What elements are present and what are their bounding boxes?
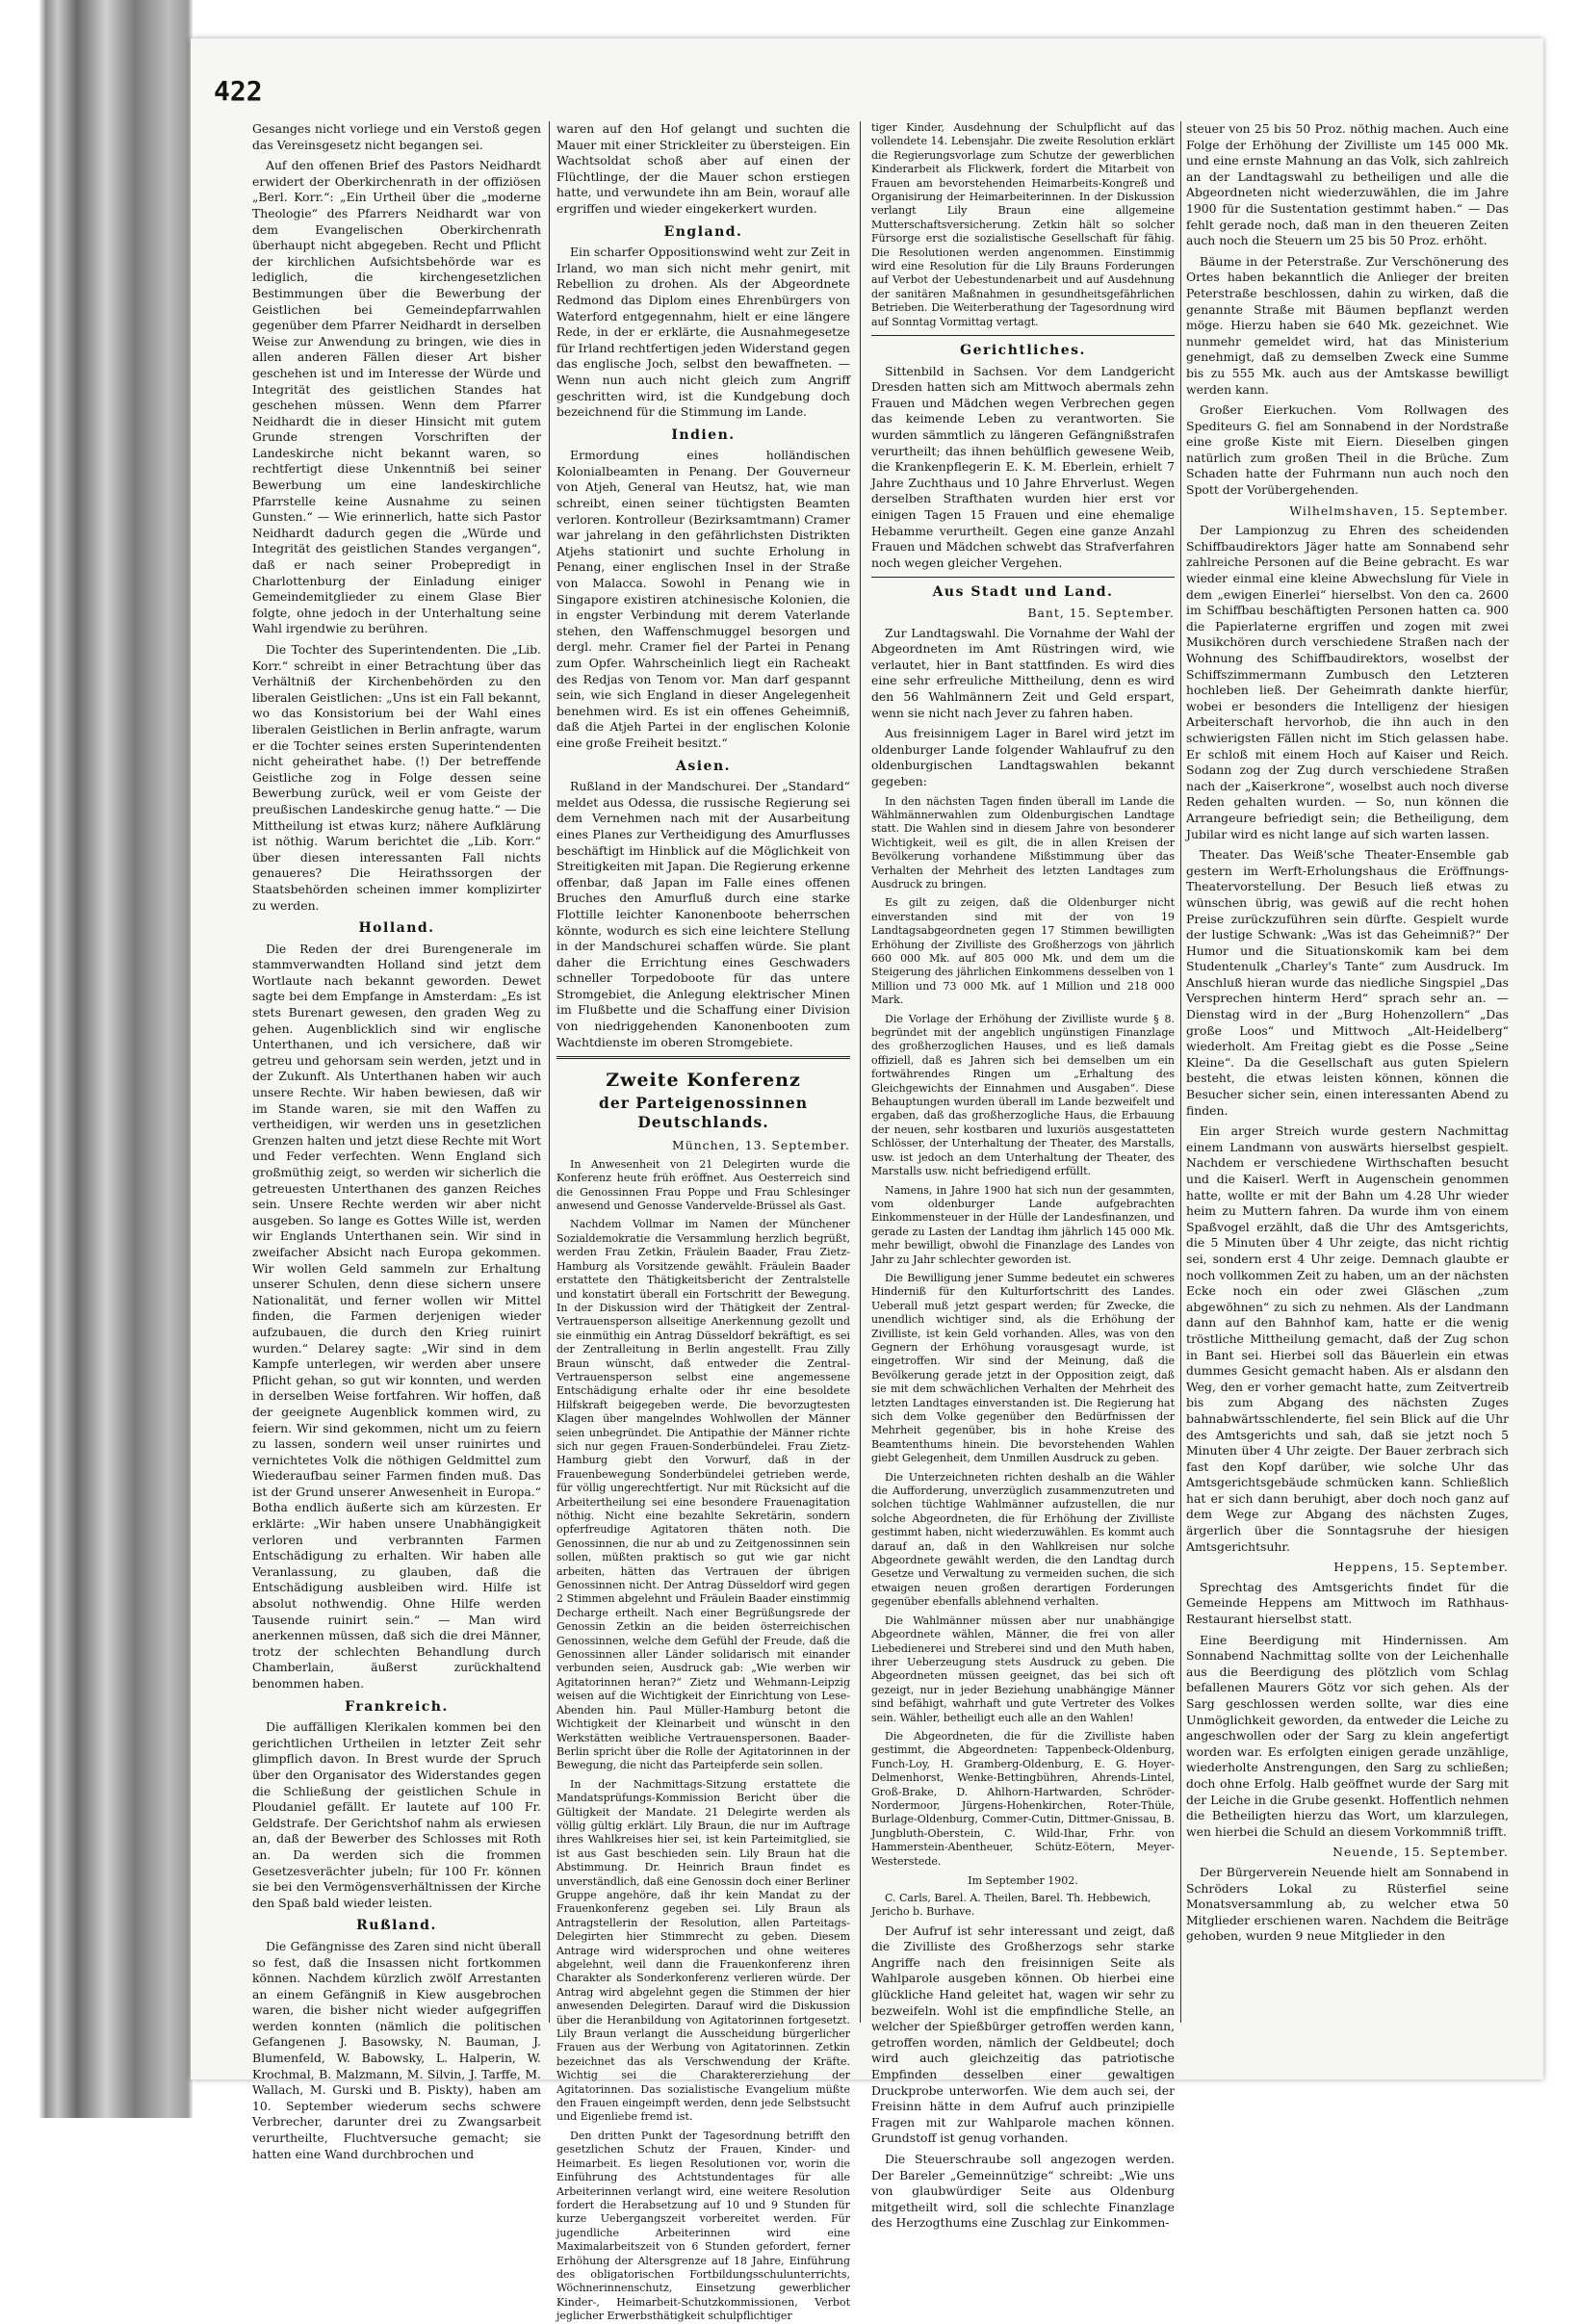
article-paragraph: Die Abgeordneten, die für die Zivilliste haben gestimmt, die Abgeordneten: Tappenbeck-Oldenburg, Funch-Loy, H. Gramberg-Oldenburg, E. G. Hoyer-Delmenhorst, Wenke-Bettingbühren, Ahrends-Lintel, Groß-Brake, D. Ahlhorn-Hartwarden, Schröder-Nordermoor, Jürgens-Hohenkirchen, Roter-Thüle, Burlage-Oldenburg, Commer-Cutin, Dittmer-Gnissau, B. Jungbluth-Oberstein, C. Wild-Ihar, Frhr. von Hammerstein-Abentheuer, Schütz-Eötern, Meyer-Westerstede. — [871, 1729, 1175, 1868]
article-paragraph: Sittenbild in Sachsen. Vor dem Landgericht Dresden hatten sich am Mittwoch abermals zehn Frauen und Mädchen wegen Verbrechen gegen das keimende Leben zu verantworten. Sie wurden sämmtlich zu längeren Gefängnißstrafen verurtheilt; das ihnen behülflich gewesene Weib, die Krankenpflegerin E. K. M. Eberlein, erhielt 7 Jahre Zuchthaus und 10 Jahre Ehrverlust. Wegen derselben Strafthaten wurden hier erst vor einigen Tagen 15 Frauen und eine ehemalige Hebamme verurtheilt. Gegen eine ganze Anzahl Frauen und Mädchen schwebt das Strafverfahren noch wegen gleicher Vergehen. — [871, 363, 1175, 570]
column-2 — [556, 121, 850, 2323]
article-paragraph: Aus freisinnigem Lager in Barel wird jetzt im oldenburger Lande folgender Wahlaufruf zu den oldenburgischen Landtagswahlen bekannt gegeben: — [871, 726, 1175, 788]
article-subheadline: der Parteigenossinnen Deutschlands. — [599, 1094, 808, 1132]
article-paragraph: Den dritten Punkt der Tagesordnung betrifft den gesetzlichen Schutz der Frauen, Kinder- und Heimarbeit. Es liegen Resolutionen vor, worin die Einführung des Achtstundentages für alle Arbeiterinnen verlangt wird, eine weitere Resolution fordert die Herabsetzung auf 10 und 9 Stunden für kurze Uebergangszeit vorbereitet werden. Für jugendliche Arbeiterinnen wird eine Maximalarbeitszeit von 6 Stunden gefordert, ferner Erhöhung der Altersgrenze auf 18 Jahre, Einführung des obligatorischen Fortbildungsschulunterrichts, Wöchnerinnenschutz, Einsetzung gewerblicher Kinder-, Heimarbeit-Schutzkommissionen, Verbot jeglicher Erwerbsthätigkeit schulpflichtiger — [556, 2129, 850, 2323]
dateline: Bant, 15. September. — [1027, 606, 1175, 620]
section-heading-gerichtliches: Gerichtliches. — [960, 343, 1086, 359]
dateline: Wilhelmshaven, 15. September. — [1289, 503, 1509, 518]
dateline: Heppens, 15. September. — [1333, 1560, 1509, 1575]
column-rule — [1180, 121, 1181, 2023]
column-1 — [252, 121, 541, 2161]
article-paragraph: Die Steuerschraube soll angezogen werden. Der Bareler „Gemeinnützige“ schreibt: „Wie uns von glaubwürdiger Seite aus Oldenburg mitgetheilt wird, soll die schlechte Finanzlage des Herzogthums eine Zuschlag zur Einkommen- — [871, 2151, 1175, 2231]
page-number: 422 — [214, 75, 263, 107]
article-paragraph: Großer Eierkuchen. Vom Rollwagen des Spediteurs G. fiel am Sonnabend in der Nordstraße eine große Kiste mit Eiern. Dieselben gingen natürlich zum großen Theil in die Brüche. Zum Schaden hatte der Fuhrmann nun auch noch den Spott der Vorübergehenden. — [1186, 402, 1509, 498]
article-paragraph: Nachdem Vollmar im Namen der Münchener Sozialdemokratie die Versammlung herzlich begrüßt, werden Frau Zetkin, Fräulein Baader, Frau Zietz-Hamburg als Vorsitzende gewählt. Fräulein Baader erstattete den Thätigkeitsbericht der Zentralstelle und konstatirt überall ein Fortschritt der Bewegung. In der Diskussion wird der Thätigkeit der Zentral-Vertrauensperson allseitige Anerkennung gezollt und sie einmüthig ein Antrag Düsseldorf bekräftigt, es sei der Zentralleitung in Berlin angestellt. Frau Zilly Braun wünscht, daß entweder die Zentral-Vertrauensperson selbst eine angemessene Entschädigung erhalte oder ihr eine besoldete Hilfskraft beigegeben werde. Die bevorzugtesten Klagen über mangelndes Wohlwollen der Männer seien unbegründet. Die Antipathie der Männer richte sich nur gegen Frauen-Sonderbündelei. Frau Zietz-Hamburg giebt den Vorwurf, daß in der Frauenbewegung Sonderbündelei getrieben werde, für völlig ungerechtfertigt. Nur mit Rücksicht auf die Arbeitertheilung sei eine besondere Frauenagitation nöthig. Nicht eine bezahlte Sekretärin, sondern opferfreudige Agitatoren thäten noth. Die Genossinnen, die nur ab und zu Zeitgenossinnen sein sollen, müßten praktisch so gut wie gar nicht arbeiten, hätten das Vertrauen der übrigen Genossinnen nicht. Der Antrag Düsseldorf wird gegen 2 Stimmen abgelehnt und Fräulein Baader einstimmig Decharge ertheilt. Nach einer Begrüßungsrede der Genossin Zetkin an die beiden österreichischen Genossinnen, welche dem Gefühl der Freude, daß die Genossinnen aller Länder solidarisch mit einander verbunden seien, Ausdruck gab: „Wie werben wir Agitatorinnen heran?“ Zietz und Wehmann-Leipzig weisen auf die Wichtigkeit der Einrichtung von Lese-Abenden hin. Paul Müller-Hamburg betont die Wichtigkeit der Kleinarbeit und wünscht in den Werkstätten weibliche Vertrauenspersonen. Baader-Berlin spricht über die Rolle der Agitatorinnen in der Bewegung, die nicht das Parteipferde sein sollen. — [556, 1218, 850, 1772]
article-paragraph: Die Unterzeichneten richten deshalb an die Wähler die Aufforderung, unverzüglich zusammenzutreten und solchen tüchtige Wahlmänner aufzustellen, die nur solche Abgeordneten, die für Erhöhung der Zivilliste gestimmt haben, nicht wiederzuwählen. Es kommt auch darauf an, daß in den Wahlkreisen nur solche Abgeordnete gewählt werden, die den Landtag durch Gesetze und Verwaltung zu vermeiden suchen, die sich etwaigen neuen großen derartigen Forderungen gegenüber ebenfalls ablehnend verhalten. — [871, 1470, 1175, 1609]
section-heading-frankreich: Frankreich. — [345, 1698, 449, 1715]
article-paragraph: Die auffälligen Klerikalen kommen bei den gerichtlichen Urtheilen in letzter Zeit sehr glimpflich davon. In Brest wurde der Spruch über den Organisator des Widerstandes gegen die Schließung der geistlichen Schule in Ploudaniel gefällt. Er lautete auf 100 Fr. Geldstrafe. Der Gerichtshof nahm als erwiesen an, daß der Bewerber des Schlosses mit Roth an. Da werden sich die frommen Gesetzesverächter jubeln; für 100 Fr. können sie bei den Vermögensverhältnissen der Kirche den Spaß bald wieder leisten. — [252, 1719, 541, 1910]
signatories: C. Carls, Barel. A. Theilen, Barel. Th. Hebbewich, Jericho b. Burhave. — [871, 1891, 1151, 1918]
column-3 — [871, 121, 1175, 2231]
column-4 — [1186, 121, 1509, 2023]
section-heading-indien: Indien. — [671, 426, 736, 443]
place-date-line: Im September 1902. — [968, 1874, 1078, 1887]
article-paragraph: Rußland in der Mandschurei. Der „Standard“ meldet aus Odessa, die russische Regierung sei dem Vernehmen nach mit der Ausarbeitung eines Planes zur Vertheidigung des Amurflusses beschäftigt im Hinblick auf die Möglichkeit von Streitigkeiten mit Japan. Die Regierung erkenne offenbar, daß Japan im Falle eines offenen Bruches den Amurfluß durch eine starke Flottille leichter Kanonenboote beherrschen könnte, wodurch es sich eine leichtere Stellung in der Mandschurei schaffen würde. Sie plant daher die Errichtung eines Geschwaders schneller Torpedoboote für das untere Stromgebiet, die Anlegung elektrischer Minen im Flußbette und die Schaffung einer Division von niedriggehenden Kanonenbooten zum Wachtdienste im oberen Stromgebiete. — [556, 779, 850, 1049]
article-paragraph: In Anwesenheit von 21 Delegirten wurde die Konferenz heute früh eröffnet. Aus Oesterreich sind die Genossinnen Frau Poppe und Frau Schlesinger anwesend und Genosse Vandervelde-Brüssel als Gast. — [556, 1157, 850, 1213]
section-heading-england: England. — [663, 223, 743, 240]
section-heading-holland: Holland. — [358, 920, 435, 937]
section-heading-stadt-und-land: Aus Stadt und Land. — [932, 584, 1114, 601]
article-paragraph: Ermordung eines holländischen Kolonialbeamten in Penang. Der Gouverneur von Atjeh, General van Heutsz, hat, wie man schreibt, einen seiner tüchtigsten Beamten verloren. Kontrolleur (Bezirksamtmann) Cramer war jahrelang in den gefährlichsten Distrikten Atjehs stationirt und suchte Erholung in Penang, einer englischen Insel in der Straße von Malacca. Sowohl in Penang wie in Singapore existiren atchinesische Kolonien, die in engster Verbindung mit derem Vaterlande stehen, den Waffenschmuggel besorgen und dergl. mehr. Cramer fiel der Partei in Penang zum Opfer. Wahrscheinlich liegt ein Racheakt des Redjas von Tenom vor. Man darf gespannt sein, wie sich England in dieser Angelegenheit benehmen wird. Es ist ein offenes Geheimniß, daß die Atjeh Partei in der englischen Kolonie eine große Freiheit besitzt.“ — [556, 448, 850, 750]
article-paragraph: waren auf den Hof gelangt und suchten die Mauer mit einer Strickleiter zu übersteigen. Ein Wachtsoldat schoß aber auf einen der Flüchtlinge, der die Mauer schon erstiegen hatte, und verwundete ihn am Bein, worauf alle ergriffen und wieder eingekerkert wurden. — [556, 121, 850, 216]
article-paragraph: Die Tochter des Superintendenten. Die „Lib. Korr.“ schreibt in einer Betrachtung über das Verhältniß der Kirchenbehörden zu den liberalen Geistlichen: „Uns ist ein Fall bekannt, wo das Konsistorium bei der Wahl eines liberalen Geistlichen in Berlin anfragte, warum er die Tochter seines ersten Superintendenten nicht geheirathet habe. (!) Der betreffende Geistliche zog in Folge dessen seine Bewerbung zurück, weil er vom Geiste der preußischen Landeskirche genug hatte.“ — Die Mittheilung ist etwas kurz; nähere Aufklärung ist nöthig. Warum berichtet die „Lib. Korr.“ über diesen interessanten Fall nichts genaueres? Die Heirathssorgen der Staatsbehörden scheinen immer komplizirter zu werden. — [252, 642, 541, 913]
article-paragraph: Bäume in der Peterstraße. Zur Verschönerung des Ortes haben bekanntlich die Anlieger der breiten Peterstraße beschlossen, dahin zu wirken, daß die genannte Straße mit Bäumen bepflanzt werden möge. Hierzu haben sie 640 Mk. gezeichnet. Wie nunmehr gemeldet wird, hat das Ministerium genehmigt, daß zu demselben Zweck eine Summe bis zu 555 Mk. auch aus der Amtskasse bewilligt werden kann. — [1186, 253, 1509, 397]
article-paragraph: Die Gefängnisse des Zaren sind nicht überall so fest, daß die Insassen nicht fortkommen können. Nachdem kürzlich zwölf Arrestanten an einem Gefängniß in Kiew ausgebrochen waren, die bisher nicht wieder aufgegriffen werden konnten (nämlich die politischen Gefangenen J. Basowsky, N. Bauman, J. Blumenfeld, W. Babowsky, L. Halperin, W. Krochmal, B. Malzmann, M. Silvin, J. Tarffe, M. Wallach, M. Gurski und B. Piskty), haben am 10. September wiederum sechs schwere Verbrecher, darunter drei zu Zwangsarbeit verurtheilte, Fluchtversuche gemacht; sie hatten eine Wand durchbrochen und — [252, 1938, 541, 2161]
section-divider — [871, 577, 1175, 578]
column-rule — [860, 121, 861, 2023]
article-paragraph: In der Nachmittags-Sitzung erstattete die Mandatsprüfungs-Kommission Bericht über die Gültigkeit der Mandate. 21 Delegirte werden als völlig gültig erklärt. Lily Braun, die nur im Auftrage ihres Wahlkreises hier sei, ist kein Parteimitglied, sie ist aus Gast beschieden sein. Lily Braun hat die Abstimmung. Dr. Heinrich Braun findet es unverständlich, daß eine Genossin doch einer Berliner Gruppe angehöre, daß ihr kein Mandat zu der Frauenkonferenz gegeben sei. Lily Braun als Antragstellerin der Resolution, allen Parteitags-Delegirten hier Stimmrecht zu geben. Diesem Antrage wird widersprochen und ohne weiteres abgelehnt, weil dann die Frauenkonferenz ihren Charakter als Sonderkonferenz verlieren würde. Der Antrag wird abgelehnt gegen die Stimmen der hier anwesenden Delegirten. Darauf wird die Diskussion über die Heranbildung von Agitatorinnen fortgesetzt. Lily Braun verlangt die Ausscheidung bürgerlicher Frauen aus der Werbung von Agitatorinnen. Zetkin bezeichnet das als Verschwendung der Kräfte. Wichtig sei die Charaktererziehung der Agitatorinnen. Das sozialistische Evangelium müßte den Frauen eingeimpft werden, denn jede Selbstsucht und Eigenliebe fremd ist. — [556, 1777, 850, 2124]
article-paragraph: Ein scharfer Oppositionswind weht zur Zeit in Irland, wo man sich nicht mehr genirt, mit Rebellion zu drohen. Als der Abgeordnete Redmond das Diplom eines Ehrenbürgers von Waterford entgegennahm, hielt er eine längere Rede, in der er erklärte, die Ausnahmegesetze für Irland rechtfertigen jeden Widerstand gegen das englische Joch, selbst den bewaffneten. — Wenn nun auch nicht gleich zum Angriff geschritten wird, ist die Kundgebung doch bezeichnend für die Stimmung im Lande. — [556, 245, 850, 420]
article-paragraph: Auf den offenen Brief des Pastors Neidhardt erwidert der Oberkirchenrath in der offiziösen „Berl. Korr.“: „Ein Urtheil über die „moderne Theologie“ des Pfarrers Neidhardt war von dem Evangelischen Oberkirchenrath überhaupt nicht abgegeben. Recht und Pflicht der kirchlichen Aufsichtsbehörde war es lediglich, die kirchengesetzlichen Bestimmungen über die Bewerbung der Geistlichen bei Gemeindepfarrwahlen gegenüber dem Pfarrer Neidhardt in derselben Weise zur Anwendung zu bringen, wie dies in allen anderen Fällen dieser Art bisher geschehen ist und im Interesse der Würde und Integrität des geistlichen Standes hat geschehen müssen. Wenn dem Pfarrer Neidhardt die in dieser Hinsicht mit gutem Grunde strengen Vorschriften der Landeskirche nicht bekannt waren, so rechtfertigt diese Unkenntniß bei seiner Bewerbung um eine landeskirchliche Pfarrstelle keine Ausnahme zu seinen Gunsten.“ — Wie erinnerlich, hatte sich Pastor Neidhardt dadurch gegen die „Würde und Integrität des geistlichen Standes vergangen“, daß er nach seiner Probepredigt in Charlottenburg der Einladung einiger Gemeindemitglieder zu einem Glase Bier folgte, ohne jedoch in der Unterhaltung seine Wahl irgendwie zu berühren. — [252, 158, 541, 636]
article-paragraph: Gesanges nicht vorliege und ein Verstoß gegen das Vereinsgesetz nicht begangen sei. — [252, 121, 541, 152]
article-paragraph: Der Lampionzug zu Ehren des scheidenden Schiffbaudirektors Jäger hatte am Sonnabend sehr zahlreiche Personen auf die Beine gebracht. Es war wieder einmal eine kleine Abwechslung für Viele in dem „ewigen Einerlei“ hierselbst. Von den ca. 2600 im Schiffbau beschäftigten Personen hatten ca. 900 die Papierlaterne ergriffen und zogen mit zwei Musikchören durch verschiedene Straßen nach der Wohnung des Schiffbaudirektors, woselbst der Schiffszimmermann Zumbusch den Letzteren hochleben ließ. Der Geheimrath dankte hierfür, wobei er besonders die Intelligenz der hiesigen Arbeiterschaft hervorhob, die ihn auch in den schwierigsten Fällen nicht im Stich gelassen habe. Er schloß mit einem Hoch auf Kaiser und Reich. Sodann zog der Zug durch verschiedene Straßen nach der „Kaiserkrone“, woselbst auch noch diverse Reden gehalten wurden. — So, nun können die Arrangeure befriedigt sein; die Betheiligung, dem Jubilar wird es nicht lange auf sich warten lassen. — [1186, 523, 1509, 841]
article-paragraph: Zur Landtagswahl. Die Vornahme der Wahl der Abgeordneten im Amt Rüstringen wird, wie verlautet, hier in Bant stattfinden. Es wird dies eine sehr erfreuliche Mittheilung, denn es wird den 56 Wahlmännern Zeit und Geld erspart, wenn sie nicht nach Jever zu fahren haben. — [871, 625, 1175, 720]
dateline: Neuende, 15. September. — [1332, 1845, 1509, 1860]
article-paragraph: Eine Beerdigung mit Hindernissen. Am Sonnabend Nachmittag sollte von der Leichenhalle aus die Beerdigung des plötzlich vom Schlag befallenen Maurers Götz vor sich gehen. Als der Sarg geschlossen werden sollte, war dies eine Unmöglichkeit geworden, da entweder die Leiche zu angeschwollen oder der Sarg zu klein angefertigt worden war. Es erfolgten einigen gerade unzählige, wiederholte Anstrengungen, den Sarg zu schließen; doch ohne Erfolg. Halb geöffnet wurde der Sarg mit der Leiche in die Grube gesenkt. Hoffentlich nehmen die Betheiligten hierzu das Wort, um klarzulegen, wen hierbei die Schuld an diesem Vorkommniß trifft. — [1186, 1632, 1509, 1839]
article-paragraph: Die Vorlage der Erhöhung der Zivilliste wurde § 8. begründet mit der angeblich ungünstigen Finanzlage des großherzoglichen Hauses, und es ließ damals offiziell, daß es Jahren sich bei demselben um ein fortwährendes Ringen um „Erhaltung des Gleichgewichts der Einnahmen und Ausgaben“. Diese Behauptungen wurden überall im Lande bezweifelt und ergaben, daß das großherzogliche Haus, die Erbauung der neuen, sehr kostbaren und luxuriös ausgestatteten Schlösser, der Unterhaltung der Theater, des Marstalls, usw. ist jedoch an dem Unterhaltung der Theater, des Marstalls usw. nicht befriedigend erfüllt. — [871, 1012, 1175, 1178]
article-paragraph: Theater. Das Weiß'sche Theater-Ensemble gab gestern im Werft-Erholungshaus die Eröffnungs-Theatervorstellung. Der Besuch ließ etwas zu wünschen übrig, was gewiß auf die recht hohen Preise zurückzuführen sein dürfte. Gespielt wurde der lustige Schwank: „Was ist das Geheimniß?“ Der Humor und die Situationskomik kam bei dem Studentenulk „Charley's Tante“ zum Ausdruck. Im Anschluß hieran wurde das niedliche Singspiel „Das Versprechen hinterm Herd“ sprach sehr an. — Dienstag wird in der „Burg Hohenzollern“ „Das große Loos“ und Mittwoch „Alt-Heidelberg“ wiederholt. Am Freitag giebt es die Posse „Seine Kleine“. Da die Gesellschaft aus guten Spielern besteht, die etwas leisten können, können die Besucher sicher sein, einen interessanten Abend zu finden. — [1186, 847, 1509, 1118]
article-paragraph: Sprechtag des Amtsgerichts findet für die Gemeinde Heppens am Mittwoch im Rathhaus-Restaurant hierselbst statt. — [1186, 1579, 1509, 1627]
article-paragraph: Der Bürgerverein Neuende hielt am Sonnabend in Schröders Lokal zu Rüsterfiel seine Monatsversammlung ab, zu welcher etwa 50 Mitglieder erschienen waren. Nachdem die Beiträge gehoben, wurden 9 neue Mitglieder in den — [1186, 1864, 1509, 1944]
section-divider — [871, 335, 1175, 336]
article-paragraph: Die Reden der drei Burengenerale im stammverwandten Holland sind jetzt dem Wortlaute nach bekannt geworden. Dewet sagte bei dem Empfange in Amsterdam: „Es ist stets Burenart gewesen, den graden Weg zu gehen. Augenblicklich sind wir englische Unterthanen, und ich versichere, daß wir getreu und gehorsam sein werden, jetzt und in der Zukunft. Als Unterthanen haben wir auch unsere Rechte. Wir haben bewiesen, daß wir im Stande waren, sie mit den Waffen zu vertheidigen, wir werden uns in gesetzlichen Grenzen halten und jetzt diese Rechte mit Wort und Feder verfechten. Wenn England sich großmüthig zeigt, so werden wir sicherlich die getreuesten Unterthanen des ganzen Reiches sein. Unsere Rechte werden wir aber nicht ausgeben. So lange es Gottes Wille ist, werden wir Englands Unterthanen sein. Wir sind in zweifacher Absicht nach Europa gekommen. Wir wollen Geld sammeln zur Erhaltung unserer Schulen, denn diese sichern unsere Nationalität, und ferner wollen wir Mittel finden, die Farmen derjenigen wieder aufzubauen, die durch den Krieg ruinirt wurden.“ Delarey sagte: „Wir sind in dem Kampfe unterlegen, wir werden aber unsere Pflicht gehan, so gut wir konnten, und werden in derselben Weise fortfahren. Wir hoffen, daß der geeignete Augenblick kommen wird, zu feiern. Wir sind gekommen, nicht um zu feiern zu lassen, sondern weil unser ruinirtes und vernichtetes Volk die nöthigen Geldmittel zum Wiederaufbau seiner Farmen finden muß. Das ist der Grund unserer Anwesenheit in Europa.“ Botha endlich äußerte sich am kürzesten. Er erklärte: „Wir haben unsere Unabhängigkeit verloren und verbrannten Farmen Entschädigung zu erhalten. Wir haben alle Veranlassung, zu glauben, daß die Entschädigung ausbleiben wird. Hilfe ist absolut nothwendig. Ohne Hilfe werden Tausende ruinirt sein.“ — Man wird anerkennen müssen, daß sich die drei Männer, trotz der schlechten Behandlung durch Chamberlain, äußerst zurückhaltend benommen haben. — [252, 941, 541, 1691]
article-paragraph: tiger Kinder, Ausdehnung der Schulpflicht auf das vollendete 14. Lebensjahr. Die zweite Resolution erklärt die Regierungsvorlage zum Schutze der gewerblichen Kinderarbeit als Flickwerk, fordert die Mitarbeit von Frauen am bevorstehenden Heimarbeits-Kongreß und Organisirung der Heimarbeiterinnen. In der Diskussion verlangt Lily Braun eine allgemeine Mutterschaftsversicherung. Zetkin hält so solcher Fürsorge erst die sozialistische Gesellschaft für fähig. Die Resolutionen werden angenommen. Einstimmig wird eine Resolution für die Lily Brauns Forderungen auf Verbot der Uebestundenarbeit und auf Ausdehnung der sanitären Maßnahmen in gesundheitsgefährlichen Betrieben. Die Weiterberathung der Tagesordnung wird auf Sonntag Vormittag vertagt. — [871, 121, 1175, 328]
article-paragraph: steuer von 25 bis 50 Proz. nöthig machen. Auch eine Folge der Erhöhung der Zivilliste um 145 000 Mk. und eine ernste Mahnung an das Volk, sich zahlreich an der Landtagswahl zu betheiligen und alle die Abgeordneten nicht wiederzuwählen, die im Jahre 1900 für die Sustentation gestimmt haben.“ — Das fehlt gerade noch, daß man in den theueren Zeiten auch noch die Steuern um 25 bis 50 Proz. erhöht. — [1186, 121, 1509, 248]
section-heading-asien: Asien. — [675, 758, 732, 774]
section-divider — [556, 1056, 850, 1059]
article-paragraph: Die Bewilligung jener Summe bedeutet ein schweres Hinderniß für den Kulturfortschritt des Landes. Ueberall muß jetzt gespart werden; für Zwecke, die unendlich wichtiger sind, als die Erhöhung der Zivilliste, ist kein Geld vorhanden. Alles, was von den Gegnern der Erhöhung vorausgesagt wurde, ist eingetroffen. Wir sind der Meinung, daß die Bevölkerung gerade jetzt in der Opposition zeigt, daß sie mit dem schwächlichen Verhalten der Mehrheit des letzten Landtages einverstanden ist. Die Regierung hat sich dem Volke gegenüber den Bedürfnissen der Mehrheit gegenüber, bis in hohe Kreise des Beamtenthums hinein. Die bevorstehenden Wahlen giebt Gelegenheit, dem Unmillen Ausdruck zu geben. — [871, 1271, 1175, 1465]
article-paragraph: Die Wahlmänner müssen aber nur unabhängige Abgeordnete wählen, Männer, die frei von aller Liebedienerei und Streberei sind und den Muth haben, ihrer Ueberzeugung stets Ausdruck zu geben. Die Abgeordneten müssen geeignet, das bei sich oft gezeigt, nur in jeder Beziehung unabhängige Männer sind befähigt, wahrhaft und gute Vertreter des Volkes sein. Wähler, betheiligt euch alle an den Wahlen! — [871, 1614, 1175, 1724]
article-headline: Zweite Konferenz — [606, 1070, 801, 1092]
section-heading-russland: Rußland. — [356, 1918, 437, 1934]
book-binding — [0, 0, 193, 2118]
article-paragraph: Der Aufruf ist sehr interessant und zeigt, daß die Zivilliste des Großherzogs sehr starke Angriffe nach den freisinnigen Seite als Wahlparole ausgeben können. Ob hierbei eine glückliche Hand geleitet hat, wagen wir sehr zu bezweifeln. Wohl ist die empfindliche Stelle, an welcher der Spießbürger getroffen werden kann, getroffen worden, nämlich der Geldbeutel; doch wird auch gleichzeitig das patriotische Empfinden desselben einer gewaltigen Druckprobe unterworfen. Wie dem auch sei, der Freisinn hätte in dem Aufruf auch prinzipielle Fragen mit zur Wahlparole machen können. Grundstoff ist genug vorhanden. — [871, 1923, 1175, 2146]
dateline: München, 13. September. — [672, 1138, 850, 1153]
column-rule — [549, 121, 550, 2023]
article-paragraph: Es gilt zu zeigen, daß die Oldenburger nicht einverstanden sind mit der von 19 Landtagsabgeordneten gegen 17 Stimmen bewilligten Erhöhung der Zivilliste des Großherzogs von jährlich 660 000 Mk. auf 805 000 Mk. und dem um die Steigerung des jährlichen Einkommens desselben von 1 Million und 73 000 Mk. auf 1 Million und 218 000 Mark. — [871, 896, 1175, 1007]
article-paragraph: Namens, in Jahre 1900 hat sich nun der gesammten, vom oldenburger Lande aufgebrachten Einkommensteuer in der Hülle der Landesfinanzen, und gerade zu Lasten der Landtag ihm jährlich 145 000 Mk. mehr bewilligt, obwohl die Finanzlage des Landes von Jahr zu Jahr schlechter geworden ist. — [871, 1183, 1175, 1266]
article-paragraph: Ein arger Streich wurde gestern Nachmittag einem Landmann von auswärts hierselbst gespielt. Nachdem er verschiedene Wirthschaften besucht und die Kaiserl. Werft in Augenschein genommen hatte, wollte er mit der Bahn um 4.28 Uhr wieder heim zu Muttern fahren. Da wurde ihm von einem Spaßvogel erzählt, daß die Uhr des Amtsgerichts, die 5 Minuten über 4 Uhr zeigte, das nicht richtig sei, sondern erst 4 Uhr zeige. Demnach glaubte er noch vollkommen Zeit zu haben, um an der nächsten Ecke noch ein oder zwei Gläschen „zum abgewöhnen“ zu sich zu nehmen. Als der Landmann dann auf den Bahnhof kam, hatte er die wenig tröstliche Mittheilung gemacht, daß der Zug schon in Bant sei. Hierbei soll das Bäuerlein ein etwas dummes Gesicht gemacht haben. Als er alsdann den Weg, den er vorher gemacht hatte, zum Zeitvertreib bis zum Abgang des nächsten Zuges bahnabwärtsschlenderte, fiel sein Blick auf die Uhr des Amtsgerichts und sah, daß sie jetzt noch 5 Minuten über 4 Uhr zeigte. Der Bauer zerbrach sich fast den Kopf darüber, wie solche Uhr das Amtsgerichtsgebäude schmücken kann. Schließlich hat er sich dann beruhigt, aber doch noch ganz auf dem Wege zur Abgang des nächsten Zuges, ärgerlich über die Sonntagsruhe der hiesigen Amtsgerichtsuhr. — [1186, 1123, 1509, 1554]
article-paragraph: In den nächsten Tagen finden überall im Lande die Wählmännerwahlen zum Oldenburgischen Landtage statt. Die Wahlen sind in diesem Jahre von besonderer Wichtigkeit, weil es gilt, die in allen Kreisen der Bevölkerung vorhandene Mißstimmung über das Verhalten der Mehrheit des letzten Landtages zum Ausdruck zu bringen. — [871, 794, 1175, 891]
